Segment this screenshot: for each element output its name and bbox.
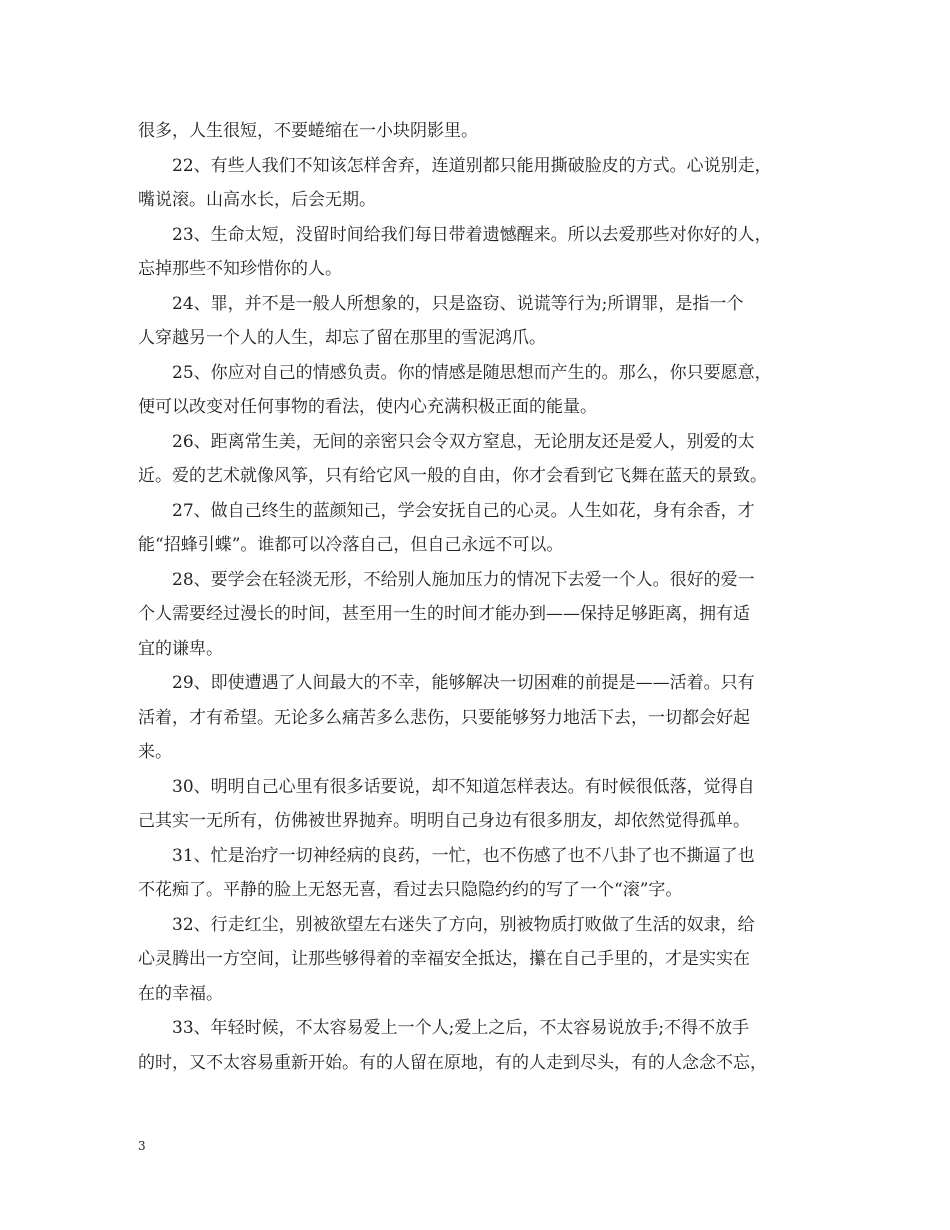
text-line: 很多，人生很短，不要蜷缩在一小块阴影里。	[138, 121, 478, 141]
text-line: 己其实一无所有，仿佛被世界抛弃。明明自己身边有很多朋友，却依然觉得孤单。	[138, 811, 750, 831]
text-line: 近。爱的艺术就像风筝，只有给它风一般的自由，你才会看到它飞舞在蓝天的景致。	[138, 466, 767, 486]
paragraph-26-line: 26、距离常生美，无间的亲密只会令双方窒息，无论朋友还是爱人，别爱的太	[172, 431, 755, 452]
text-line: 便可以改变对任何事物的看法，使内心充满积极正面的能量。	[138, 397, 597, 417]
text-line: 忘掉那些不知珍惜你的人。	[138, 259, 342, 279]
text-line: 来。	[138, 742, 172, 762]
text-line: 活着，才有希望。无论多么痛苦多么悲伤，只要能够努力地活下去，一切都会好起	[138, 707, 750, 728]
paragraph-31-line: 31、忙是治疗一切神经病的良药，一忙，也不伤感了也不八卦了也不撕逼了也	[172, 845, 755, 866]
paragraph-27-line: 27、做自己终生的蓝颜知己，学会安抚自己的心灵。人生如花，身有余香，才	[172, 500, 755, 521]
paragraph-23-line: 23、生命太短，没留时间给我们每日带着遗憾醒来。所以去爱那些对你好的人，	[172, 224, 772, 245]
paragraph-24-line: 24、罪，并不是一般人所想象的，只是盗窃、说谎等行为;所谓罪，是指一个	[172, 293, 744, 314]
paragraph-29-line: 29、即使遭遇了人间最大的不幸，能够解决一切困难的前提是——活着。只有	[172, 673, 755, 693]
text-line: 能“招蜂引蝶”。谁都可以冷落自己，但自己永远不可以。	[138, 535, 564, 555]
paragraph-32-line: 32、行走红尘，别被欲望左右迷失了方向，别被物质打败做了生活的奴隶，给	[172, 914, 755, 935]
text-line: 心灵腾出一方空间，让那些够得着的幸福安全抵达，攥在自己手里的，才是实实在	[138, 949, 750, 969]
text-line: 在的幸福。	[138, 983, 223, 1004]
document-body	[138, 114, 822, 1080]
text-line: 的时，又不太容易重新开始。有的人留在原地，有的人走到尽头，有的人念念不忘，	[138, 1052, 767, 1073]
text-line: 嘴说滚。山高水长，后会无期。	[138, 190, 376, 210]
page-number: 3	[138, 1139, 146, 1153]
text-line: 人穿越另一个人的人生，却忘了留在那里的雪泥鸿爪。	[138, 328, 546, 348]
paragraph-28-line: 28、要学会在轻淡无形，不给别人施加压力的情况下去爱一个人。很好的爱一	[172, 569, 755, 590]
text-line: 不花痴了。平静的脸上无怒无喜，看过去只隐隐约约的写了一个“滚”字。	[138, 880, 683, 900]
paragraph-33-line: 33、年轻时候，不太容易爱上一个人;爱上之后，不太容易说放手;不得不放手	[172, 1018, 750, 1038]
paragraph-25-line: 25、你应对自己的情感负责。你的情感是随思想而产生的。那么，你只要愿意，	[172, 362, 772, 383]
text-line: 宜的谦卑。	[138, 638, 223, 659]
text-line: 个人需要经过漫长的时间，甚至用一生的时间才能办到——保持足够距离，拥有适	[138, 604, 750, 624]
paragraph-30-line: 30、明明自己心里有很多话要说，却不知道怎样表达。有时候很低落，觉得自	[172, 776, 755, 797]
paragraph-22-line: 22、有些人我们不知该怎样舍弃，连道别都只能用撕破脸皮的方式。心说别走，	[172, 155, 772, 176]
